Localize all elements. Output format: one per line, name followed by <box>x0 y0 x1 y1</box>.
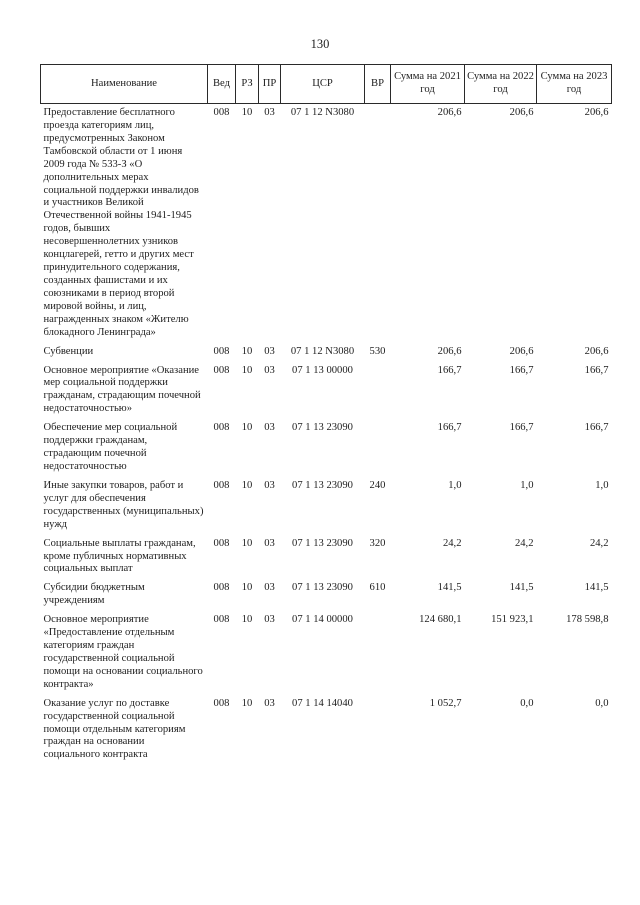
cell-sum-2023: 178 598,8 <box>566 614 609 626</box>
cell-sum-2023: 0,0 <box>595 697 609 709</box>
cell-vr: 530 <box>369 345 386 357</box>
cell-csr: 07 1 12 N3080 <box>290 345 355 357</box>
cell-csr: 07 1 12 N3080 <box>290 107 355 118</box>
table-row <box>41 346 612 365</box>
header-sum-2021: Сумма на 2021 год <box>391 65 465 104</box>
cell-rz: 10 <box>241 582 253 594</box>
table-row <box>41 698 612 769</box>
cell-csr: 07 1 13 23090 <box>292 479 353 491</box>
cell-name: Социальные выплаты гражданам, кроме публичных нормативных социальных выплат <box>43 537 196 575</box>
header-csr: ЦСР <box>281 65 365 104</box>
cell-rz: 10 <box>241 479 253 491</box>
cell-pr: 03 <box>264 537 275 549</box>
cell-sum-2022: 24,2 <box>514 537 534 549</box>
cell-vr: 320 <box>369 537 386 549</box>
cell-name: Основное мероприятие «Оказание мер социальной поддержки гражданам, страдающим почечной недостаточностью» <box>43 364 201 415</box>
cell-sum-2021: 206,6 <box>437 107 462 118</box>
cell-vr <box>365 422 391 480</box>
cell-csr: 07 1 13 00000 <box>292 364 353 376</box>
cell-name: Оказание услуг по доставке государственной социальной помощи отдельным категориям граждан на основании социального контракта <box>43 697 186 761</box>
cell-pr: 03 <box>264 364 275 376</box>
cell-sum-2022: 0,0 <box>520 697 534 709</box>
cell-vr <box>365 614 391 698</box>
cell-vr: 240 <box>369 479 386 491</box>
cell-name: Предоставление бесплатного проезда категориям лиц, предусмотренных Законом Тамбовской области от 1 июня 2009 года № 533-З «О дополнительных мерах социальной поддержки инвалидов и участников Великой Отечественной войны 1941-1945 годов, бывших несовершеннолетних узников концлагерей, гетто и других мест принудительного содержания, созданных фашистами и их союзниками в период второй мировой войны, и лиц, награжденных знаком «Жителю блокадного Ленинграда» <box>43 107 199 338</box>
cell-vr <box>365 365 391 423</box>
cell-ved: 008 <box>213 479 230 491</box>
cell-csr: 07 1 13 23090 <box>292 537 353 549</box>
cell-ved: 008 <box>213 537 230 549</box>
cell-sum-2023: 206,6 <box>584 345 609 357</box>
cell-vr <box>365 698 391 769</box>
header-name: Наименование <box>41 65 208 104</box>
cell-sum-2021: 24,2 <box>442 537 462 549</box>
cell-pr: 03 <box>264 582 275 594</box>
cell-pr: 03 <box>264 614 275 626</box>
table-row <box>41 422 612 480</box>
cell-name: Субвенции <box>43 345 94 357</box>
cell-sum-2022: 206,6 <box>509 107 534 118</box>
cell-sum-2022: 166,7 <box>509 364 534 376</box>
cell-ved: 008 <box>213 614 230 626</box>
cell-pr: 03 <box>264 107 275 118</box>
table-row <box>41 104 612 346</box>
header-ved: Вед <box>208 65 236 104</box>
cell-rz: 10 <box>241 107 253 118</box>
cell-sum-2021: 166,7 <box>437 422 462 434</box>
cell-rz: 10 <box>241 422 253 434</box>
cell-sum-2021: 1 052,7 <box>429 697 462 709</box>
cell-sum-2022: 141,5 <box>509 582 534 594</box>
cell-sum-2021: 206,6 <box>437 345 462 357</box>
cell-vr <box>365 104 391 346</box>
cell-ved: 008 <box>213 345 230 357</box>
cell-csr: 07 1 14 14040 <box>292 697 353 709</box>
cell-sum-2022: 206,6 <box>509 345 534 357</box>
cell-name: Обеспечение мер социальной поддержки гражданам, страдающим почечной недостаточностью <box>43 422 178 472</box>
cell-ved: 008 <box>213 697 230 709</box>
cell-sum-2021: 166,7 <box>437 364 462 376</box>
cell-ved: 008 <box>213 107 230 118</box>
cell-sum-2022: 1,0 <box>520 479 534 491</box>
cell-sum-2023: 166,7 <box>584 422 609 434</box>
cell-rz: 10 <box>241 345 253 357</box>
cell-sum-2023: 24,2 <box>589 537 609 549</box>
cell-sum-2022: 166,7 <box>509 422 534 434</box>
cell-sum-2023: 141,5 <box>584 582 609 594</box>
table-header <box>41 65 612 104</box>
cell-pr: 03 <box>264 479 275 491</box>
cell-sum-2021: 124 680,1 <box>419 614 462 626</box>
table-body <box>41 104 612 769</box>
table-row <box>41 614 612 698</box>
cell-rz: 10 <box>241 537 253 549</box>
cell-csr: 07 1 13 23090 <box>292 422 353 434</box>
header-vr: ВР <box>365 65 391 104</box>
cell-sum-2021: 141,5 <box>437 582 462 594</box>
table-row <box>41 480 612 538</box>
cell-name: Основное мероприятие «Предоставление отдельным категориям граждан государственной социальной помощи на основании социального контракта» <box>43 614 203 690</box>
cell-pr: 03 <box>264 345 275 357</box>
cell-vr: 610 <box>369 582 386 594</box>
cell-csr: 07 1 14 00000 <box>292 614 353 626</box>
cell-sum-2022: 151 923,1 <box>491 614 534 626</box>
header-sum-2022: Сумма на 2022 год <box>465 65 537 104</box>
table-row <box>41 365 612 423</box>
cell-name: Иные закупки товаров, работ и услуг для обеспечения государственных (муниципальных) нужд <box>43 479 204 530</box>
cell-sum-2023: 166,7 <box>584 364 609 376</box>
header-sum-2023: Сумма на 2023 год <box>537 65 612 104</box>
page-number: 130 <box>310 37 330 51</box>
cell-ved: 008 <box>213 582 230 594</box>
cell-name: Субсидии бюджетным учреждениям <box>43 582 145 607</box>
table-row <box>41 538 612 583</box>
cell-sum-2021: 1,0 <box>448 479 462 491</box>
cell-ved: 008 <box>213 364 230 376</box>
table-row <box>41 582 612 614</box>
cell-rz: 10 <box>241 364 253 376</box>
budget-table <box>40 64 612 768</box>
cell-sum-2023: 1,0 <box>595 479 609 491</box>
cell-sum-2023: 206,6 <box>584 107 609 118</box>
cell-rz: 10 <box>241 614 253 626</box>
cell-pr: 03 <box>264 422 275 434</box>
header-pr: ПР <box>259 65 281 104</box>
cell-rz: 10 <box>241 697 253 709</box>
cell-csr: 07 1 13 23090 <box>292 582 353 594</box>
cell-ved: 008 <box>213 422 230 434</box>
header-rz: РЗ <box>236 65 259 104</box>
cell-pr: 03 <box>264 697 275 709</box>
